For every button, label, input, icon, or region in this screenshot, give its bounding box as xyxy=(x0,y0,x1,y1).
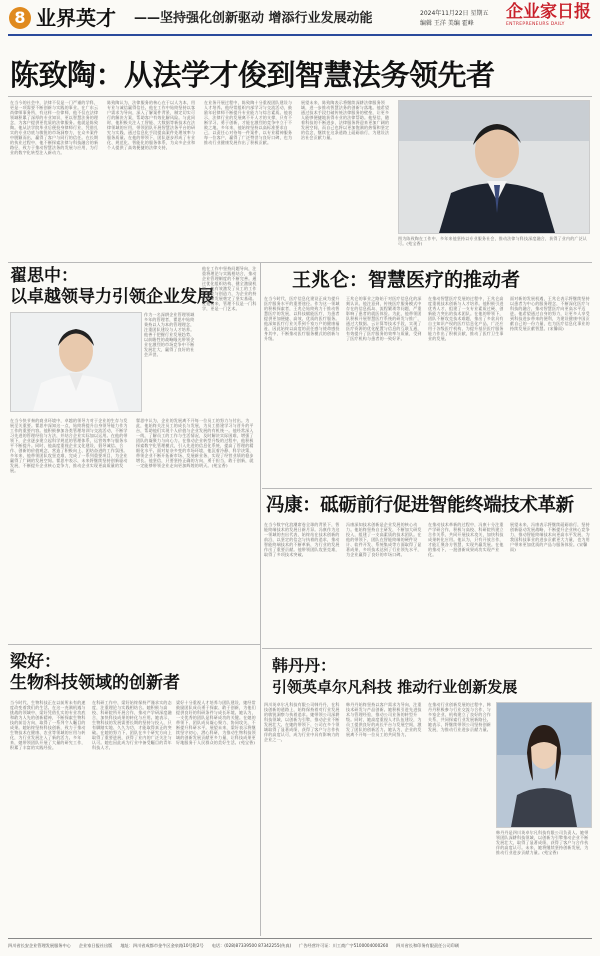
editors: 编辑 王洋 美编 霍峰 xyxy=(420,20,474,27)
footer-issuer: 企业家日报社出版 xyxy=(78,943,113,948)
portrait-han-figure xyxy=(497,703,591,827)
footer-address: 地址：四川省成都市金牛区金泉路10号附2号 xyxy=(120,943,204,948)
article-body-han-col1: 四川英卓尔凡科技有限公司韩丹丹，在科技创新的道路上，始终保持着对行业发展的敏锐洞察与执着追求。她带领公司深耕科技领域，以创新为引擎，推动企业不断发展壮大。在她的带领下，公司在多个领域取得了显著成绩，获得了客户与合作伙伴的高度认可，成为行业中具有影响力的企业之一。 xyxy=(264,702,340,742)
article-body-zhai-col2: 他在工作中坚持问题导向，注重将理论与实践相结合，推动企业管理制度的不断完善。通过优化组织结构、健全激励机制，他有效激发了员工的工作积极性与创造力，为企业的持续健康发展奠定了坚实基础。在他看来，管理不仅是一门科学，更是一门艺术。 xyxy=(202,266,257,311)
article-title-feng: 冯康：砥砺前行促进智能终端技术革新 xyxy=(266,495,574,516)
article-title-wang: 王兆仑：智慧医疗的推动者 xyxy=(292,269,521,291)
article-body-liang-col3: 梁好十分重视人才培养与团队建设，她经常鼓励团队成员勇于探索、敢于创新，为他们提供良好的科研条件与成长环境。她认为，一支优秀的团队是科研成功的关键。在她的带领下，团队成员凝心聚力、协同攻关，不断提升科研水平。展望未来，梁好表示将继续坚守初心，潜心科研，为推动生物科技领域的创新发展贡献更多力量，让科技成果更好地服务于人民群众的美好生活。(苑宝香) xyxy=(176,700,256,745)
article-body-chen-col2: 陈致陶认为，法律服务的核心在于以人为本，用专业与诚信赢得信任。他在工作中始终坚持以客户需求为导向，深入了解案件背景，制定切实可行的解决方案，帮助客户有效化解风险。与此同时，他积极关注人工智能、大数据等新技术在法律领域的应用，带领团队开展智慧法务平台的研究与实践，通过信息化手段提高案件处理效率与服务质量。在他的带领下，团队逐步形成了专业化、规范化、智能化的服务体系，为众多企业和个人提供了高效便捷的法律支持。 xyxy=(107,100,196,150)
article-body-chen-col1: 在当今的社会中，法律不仅是一门严谨的学科，更是一项需要不断创新与实践的事业。在广东云尚律师事务所，有这样一位律师，他不仅在法律领域积累了深厚的专业知识，更以智慧法务的理念，为客户提供更优质的法律服务。他就是陈致陶。他从法学院毕业后便投身律师行业，凭借扎实的专业功底与敏锐的市场洞察力，在众多案件中脱颖而出，赢得了客户与同行的信任。在长期的执业过程中，他不断探索法律与科技融合的新路径，致力于推动智慧法务的发展与应用，为行业的数字化转型注入新动力。 xyxy=(10,100,99,155)
article-body-wang-col4: 面对新的发展机遇，王兆仑表示将继续坚持以患者为中心的服务理念，不断深化医疗与科技的融合，推动智慧医疗向更高水平迈进。他希望通过自身的努力，让更多人享受到科技进步带来的便利，为建设健康中国贡献自己的一份力量，也为医疗信息化事业的持续发展贡献智慧。(宋馨雨) xyxy=(510,296,590,331)
article-body-feng-col3: 在推动技术革新的过程中，冯康十分注重产学研合作，积极与高校、科研院所建立合作关系，共同开展技术攻关，加快科技成果转化应用。他认为，只有开放合作，才能汇聚各方智慧，实现共赢发展。在他的推动下，一批创新成果成功实现产业化。 xyxy=(428,522,504,557)
article-body-han-col2: 韩丹丹始终坚持以客户需求为导向，注重技术研发与产品创新。她积极引进先进技术与管理经验，推动公司业务的转型升级。同时，她高度重视人才队伍建设，为员工提供良好的成长平台与发展空间，激发了团队的创新活力。她认为，企业的发展离不开每一位员工的共同努力。 xyxy=(346,702,422,737)
article-body-wang-col1: 在当今时代，医疗信息化建设正成为提升医疗服务水平的重要途径。作为这一领域的积极探索者，王兆仑始终致力于推动智慧医疗的发展，以科技赋能医疗，为患者提供更加便捷、高效、优质的医疗服务。他深知医疗行业关系到千家万户的健康福祉，因此始终以高度的责任感与使命感投身其中，不断推动医疗服务模式的创新与升级。 xyxy=(264,296,340,341)
article-body-zhai-col1: 作为一名深耕企业管理领域多年的管理者，翟思中始终秉持以人为本的管理理念，注重团队建设与人才培养。他善于把握行业发展趋势，以前瞻性的战略眼光带领企业在激烈的市场竞争中不断发展壮大，赢得了良好的社会声誉。 xyxy=(144,312,195,357)
article-body-zhai-col4: 翟思中认为，企业的发展离不开每一位员工的努力与付出。为此，他始终关注员工的成长与发展，为员工搭建学习与晋升的平台，帮助他们实现个人价值与企业发展的有机统一。他经常深入一线，了解员工的工作与生活情况，及时解决实际困难，增强了团队的凝聚力与向心力。在推动企业转型升级的过程中，他积极探索数字化管理模式，引入先进的信息化系统，提高了管理的精细化水平。面对复杂多变的市场环境，他沉着冷静、科学决策，带领企业不断开拓新市场、发展新业务，实现了经营业绩的稳步增长。他坚信，只要坚持正确的方向，勇于担当，敢于创新，就一定能够带领企业走向更加辉煌的明天。(苑宝香) xyxy=(136,418,254,468)
article-subtitle-zhai: 以卓越领导力引领企业发展 xyxy=(10,287,214,307)
article-body-wang-col3: 在推动智慧医疗发展的过程中，王兆仑高度重视技术创新与人才培养。他积极引进优秀人才，组建了一支专业素质过硬、创新能力突出的技术团队。在他的带领下，团队不断攻克技术难题，推出了多款具有自主知识产权的医疗信息化产品，广泛应用于各级医疗机构，为提升基层医疗服务能力作出了积极贡献，推动了医疗卫生事业的发展。 xyxy=(428,296,504,341)
issue-date: 2024年11月22日 星期五 xyxy=(420,10,489,17)
portrait-zhai xyxy=(10,312,142,412)
page-number-badge: 8 xyxy=(9,7,31,29)
header-rule xyxy=(8,34,592,36)
section-slogan: ——坚持强化创新驱动 增添行业发展动能 xyxy=(134,11,373,26)
article-subtitle-liang: 生物科技领域的创新者 xyxy=(10,673,180,693)
article-body-feng-col2: 冯康深知技术创新是企业发展的核心动力。他始终坚持自主研发，不断加大研发投入，组建了一支高素质的技术团队。在他的带领下，团队在智能终端的硬件设计、软件开发、系统集成等方面取得了显著成果，多项技术达到了行业领先水平，为企业赢得了良好的市场口碑。 xyxy=(346,522,422,557)
article-title-zhai: 翟思中： xyxy=(10,266,78,286)
brand-logo: 企业家日报 xyxy=(506,2,591,22)
portrait-chen-figure xyxy=(399,101,589,233)
article-title-han: 韩丹丹： xyxy=(272,656,337,675)
article-body-feng-col1: 在当今数字化浪潮席卷全球的背景下，智能终端技术的发展日新月异。冯康作为这一领域的杰出代表，始终站在技术创新的前沿，以坚定的信念与执着的追求，推动智能终端技术的不断革新，为行业的发展作出了重要贡献。他带领团队攻坚克难，取得了多项技术突破。 xyxy=(264,522,340,557)
article-body-liang-col2: 在科研工作中，梁好始终保持严谨求实的态度，注重理论与实践相结合。她积极与高校、科研院所开展合作，推动产学研深度融合，加快科技成果的转化与应用。她表示，生物科技的发展需要长期的坚持与投入，只有脚踏实地、久久为功，才能取得真正的突破。在她的努力下，团队在多个研究方向上取得了重要进展，获得了业内的广泛关注与认可。她也因此成为行业中备受瞩目的青年科技人才。 xyxy=(92,700,172,750)
masthead xyxy=(0,0,600,50)
portrait-chen xyxy=(398,100,590,234)
footer-publisher: 四川省长安企业管理发展服务中心 xyxy=(8,943,71,948)
article-body-chen-col3: 在业务开展过程中，陈致陶十分重视团队建设与人才培养。他经常组织内部学习与交流活动，鼓励年轻律师不断提升专业能力与综合素质。他表示，法律行业的发展离不开人才的支撑，只有不断学习、勇于创新，才能在激烈的竞争中立于不败之地。多年来，他始终坚持以高标准要求自己，以责任心对待每一件案件，以专业精神服务每一位客户，赢得了广泛赞誉与良好口碑，也为推动行业健康发展作出了积极贡献。 xyxy=(204,100,293,145)
article-body-wang-col2: 王兆仑的事业之路始于对医疗信息化的深刻认识。他注意到，传统医疗服务模式中存在的信息孤岛、流程繁琐等问题，严重影响了患者的就医体验。为此，他带领团队积极开展智慧医疗系统的研发与推广，通过大数据、云计算等技术手段，实现了医疗资源的优化配置与信息的互联互通，有效提升了医疗服务的效率与质量，受到了医疗机构与患者的一致好评。 xyxy=(346,296,422,341)
article-body-feng-col4: 展望未来，冯康表示将继续砥砺前行，坚持创新驱动发展战略，不断提升企业核心竞争力，推动智能终端技术向更高水平发展，为我国科技事业的进步贡献更大力量，也为用户带来更加优质的产品与服务体验。(宋馨雨) xyxy=(510,522,590,552)
article-title-liang: 梁好： xyxy=(10,652,61,672)
article-subtitle-han: 引领英卓尔凡科技 推动行业创新发展 xyxy=(272,678,518,696)
article-body-chen-col4: 展望未来，陈致陶表示将继续深耕法律服务领域，进一步推动智慧法务的创新与落地。他希望通过技术手段打破传统法律服务的壁垒，让更多人能够便捷地获得专业的法律帮助。他坚信，随着科技的不断进步，法律服务将迎来更加广阔的发展空间，而自己也将以更加饱满的热情和坚定的信念，继续在这条道路上砥砺前行，为建设法治社会贡献力量。 xyxy=(301,100,390,140)
article-body-han-col3: 在推动行业创新发展的过程中，韩丹丹积极参与行业交流与合作，与多家企业、机构建立了良好的合作关系，共同探索行业发展新路径。她表示，将继续带领公司坚持创新发展，为推动行业进步贡献力量。 xyxy=(428,702,491,732)
footer-license: 广告经营许可证：川工商广字5100004000260 xyxy=(299,943,389,948)
footer-bar xyxy=(8,941,592,951)
caption-chen: 图为陈致陶在工作中，多年来他坚持以专业服务社会，推动法律与科技深度融合，获得了业内的广泛认可。(苑宝香) xyxy=(398,236,587,246)
footer-printer: 四川省长和印务有限责任公司印刷 xyxy=(396,943,460,948)
article-body-liang-col1: 当今时代，生物科技正在以前所未有的速度改变着我们的生活。在这一充满机遇与挑战的领域中，梁好凭借扎实的专业功底和敢为人先的创新精神，不断探索生物科技的前沿方向，取得了一系列令人瞩目的成果。她始终坚持科技创新，致力于推动生物技术在健康、农业等领域的应用与转化，为行业发展注入了新的活力。多年来，她带领团队开展了大量的研究工作，积累了丰富的实践经验。 xyxy=(10,700,86,750)
section-title: 业界英才 xyxy=(36,6,116,30)
article-title-chen: 陈致陶：从法学才俊到智慧法务领先者 xyxy=(10,58,495,92)
brand-logo-en: ENTREPRENEURS DAILY xyxy=(506,22,565,27)
portrait-han xyxy=(496,702,592,828)
footer-phone: 电话：(028)87339500 87342255(传真) xyxy=(211,943,292,948)
portrait-zhai-figure xyxy=(11,313,141,411)
article-body-zhai-col3: 在当今快节奏的商业环境中，卓越的领导力对于企业的生存与发展至关重要。翟思中深知这一点，始终将提升自身领导能力作为工作的重要内容。他积极参加各类管理培训与交流活动，不断学习先进的管理经验与方法，并结合企业实际加以运用。在他的带领下，企业逐步建立起科学规范的管理体系，运营效率与服务水平不断提升。同时，他高度重视企业文化建设，倡导诚信、合作、创新的价值观念，营造了积极向上、团结奋进的工作氛围。多年来，他带领团队攻坚克难，完成了一系列重要项目，为企业赢得了广阔的发展空间。翟思中表示，未来将继续坚持创新驱动发展，不断提升企业核心竞争力，推动企业实现更高质量的发展。 xyxy=(10,418,128,473)
caption-han: 韩丹丹是四川英卓尔凡科技有限公司负责人。她带领团队深耕科技领域，以创新为引擎推动企业不断发展壮大，取得了显著成绩，获得了客户与合作伙伴的高度认可。未来，她将继续坚持创新发展，为推动行业进步贡献力量。(苑宝香) xyxy=(496,830,589,855)
